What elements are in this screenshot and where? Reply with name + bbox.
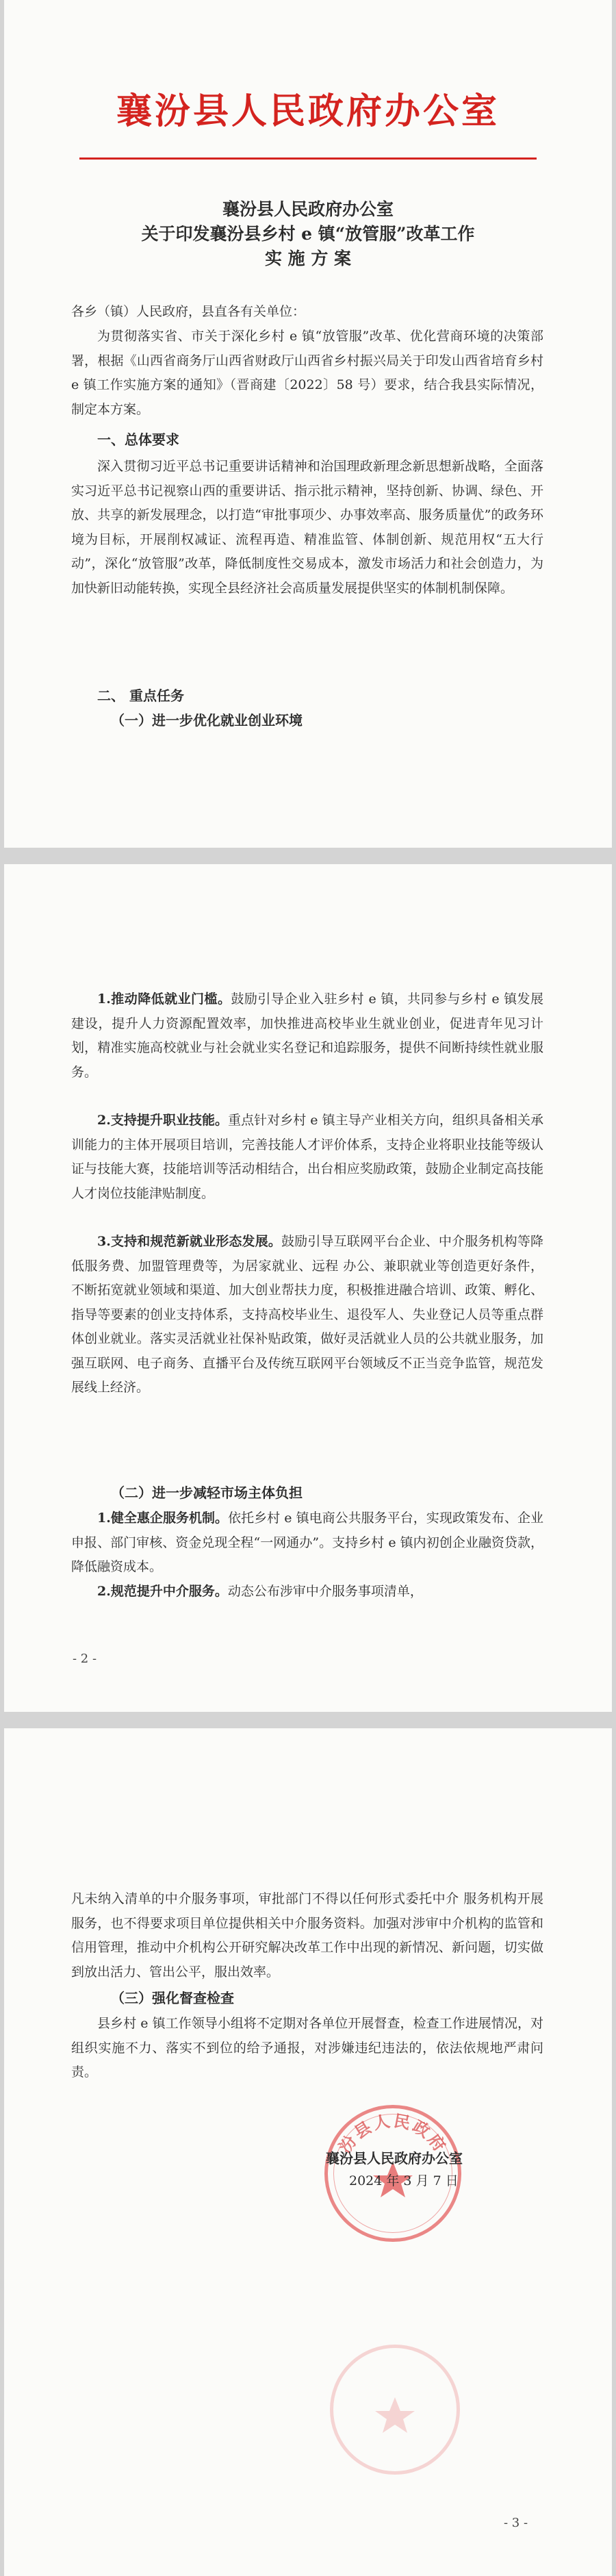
page-number-3: - 3 -	[504, 2516, 528, 2530]
subsection-2-heading: （二）进一步减轻市场主体负担	[111, 1485, 303, 1501]
item-1-paragraph	[71, 987, 543, 1085]
doc-title-line-3: 实 施 方 案	[264, 249, 352, 268]
seal-arc-text: 汾县人民政府	[335, 2110, 451, 2157]
item-3-paragraph	[71, 1230, 543, 1400]
signer-name: 襄汾县人民政府办公室	[326, 2150, 463, 2167]
faint-seal-graphic	[333, 2348, 457, 2471]
page-number-2: - 2 -	[73, 1652, 97, 1666]
document-page-1	[4, 0, 612, 848]
doc-title-line-1: 襄汾县人民政府办公室	[222, 199, 394, 219]
item-2-paragraph	[71, 1109, 543, 1206]
item-5-lead: 2.规范提升中介服务。	[97, 1584, 228, 1599]
intro-paragraph: 为贯彻落实省、市关于深化乡村 e 镇“放管服”改革、优化营商环境的决策部署，根据《山西省商务厅山西省财政厅山西省乡村振兴局关于印发山西省培育乡村 e 镇工作实施方案的通知》（晋商建〔2022〕58 号）要求，结合我县实际情况，制定本方案。	[71, 329, 543, 417]
item-2-body: 重点针对乡村 e 镇主导产业相关方向，组织具备相关承训能力的主体开展项目培训，完善技能人才评价体系，支持企业将职业技能等级认证与技能大赛，技能培训等活动相结合，出台相应奖励政策，鼓励企业制定高技能人才岗位技能津贴制度。	[71, 1113, 544, 1201]
red-header-title: 襄汾县人民政府办公室	[116, 90, 500, 132]
document-page-3	[4, 1728, 612, 2576]
item-3-lead: 3.支持和规范新就业形态发展。	[97, 1234, 282, 1249]
doc-title-line-2: 关于印发襄汾县乡村 e 镇“放管服”改革工作	[141, 224, 475, 244]
item-4-body: 依托乡村 e 镇电商公共服务平台，实现政策发布、企业申报、部门审核、资金兑现全程“一网通办”。支持乡村 e 镇内初创企业融资贷款，降低融资成本。	[71, 1511, 544, 1574]
item-1-lead: 1.推动降低就业门槛。	[97, 992, 231, 1007]
subsection-1-heading: （一）进一步优化就业创业环境	[111, 712, 303, 729]
section-1-heading: 一、总体要求	[97, 431, 179, 448]
item-5-body: 动态公布涉审中介服务事项清单，	[227, 1584, 423, 1599]
section-1-body: 深入贯彻习近平总书记重要讲话精神和治国理政新理念新思想新战略，全面落实习近平总书记视察山西的重要讲话、指示批示精神，坚持创新、协调、绿色、开放、共享的新发展理念，以打造“审批事项少、办事效率高、服务质量优”的政务环境为目标，开展削权减证、流程再造、精准监管、体制创新、规范用权“五大行动”，深化“放管服”改革，降低制度性交易成本，激发市场活力和社会创造力，为加快新旧动能转换，实现全县经济社会高质量发展提供坚实的体制机制保障。	[71, 459, 543, 596]
subsection-3-heading: （三）强化督查检查	[111, 1990, 234, 2006]
item-5-paragraph	[71, 1580, 543, 1604]
subsection-3-body: 县乡村 e 镇工作领导小组将不定期对各单位开展督查，检查工作进展情况，对组织实施不力、落实不到位的给予通报，对涉嫌违纪违法的，依法依规地严肃问责。	[71, 2016, 543, 2080]
item-3-body: 鼓励引导互联网平台企业、中介服务机构等降低服务费、加盟管理费等，为居家就业、远程 办公、兼职就业等创造更好条件，不断拓宽就业领域和渠道、加大创业帮扶力度，积极推进融合培训、政策、孵化、指导等要素的创业支持体系，支持高校毕业生、退役军人、失业登记人员等重点群体创业就业。落实灵活就业社保补贴政策，做好灵活就业人员的公共就业服务，加强互联网、电子商务、直播平台及传统互联网平台领域反不正当竞争监管，规范发展线上经济。	[71, 1234, 543, 1395]
item-1-body: 鼓励引导企业入驻乡村 e 镇，共同参与乡村 e 镇发展建设，提升人力资源配置效率，加快推进高校毕业生就业创业，促进青年见习计划，精准实施高校就业与社会就业实名登记和追踪服务，提供不间断持续性就业服务。	[71, 992, 543, 1080]
faint-seal-star-icon	[375, 2397, 415, 2433]
item-2-lead: 2.支持提升职业技能。	[97, 1113, 229, 1128]
salutation: 各乡（镇）人民政府，县直各有关单位：	[71, 304, 306, 319]
item-4-paragraph	[71, 1506, 543, 1580]
faint-seal-bleed	[330, 2345, 460, 2475]
item-4-lead: 1.健全惠企服务机制。	[97, 1511, 229, 1526]
red-header-rule	[79, 157, 537, 160]
section-2-heading: 二、 重点任务	[97, 687, 184, 704]
sign-date: 2024 年 3 月 7 日	[349, 2173, 459, 2188]
continued-paragraph: 凡未纳入清单的中介服务事项，审批部门不得以任何形式委托中介 服务机构开展服务，也不得要求项目单位提供相关中介服务资料。加强对涉审中介机构的监管和信用管理，推动中介机构公开研究解决改革工作中出现的新情况、新问题，切实做到放出活力、管出公平，服出效率。	[71, 1891, 543, 1980]
document-page-2	[4, 864, 612, 1712]
